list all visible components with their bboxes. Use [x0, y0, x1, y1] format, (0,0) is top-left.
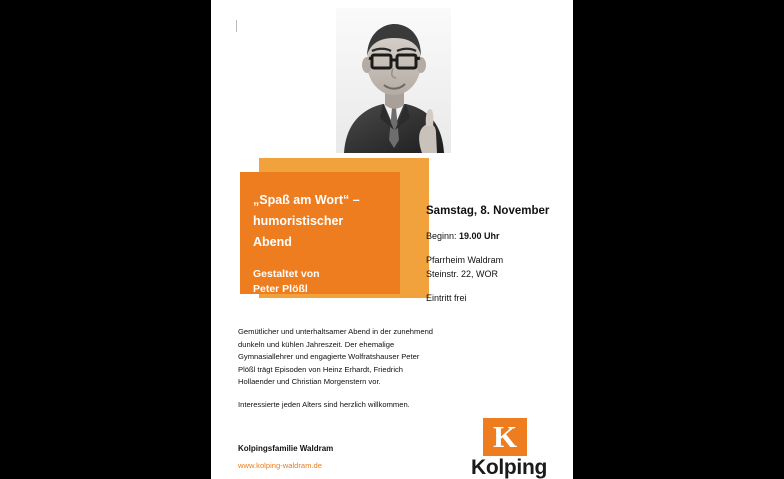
kolping-logo — [454, 418, 564, 479]
presenter-name: Peter Plößl — [253, 283, 308, 295]
headline-line-2: humoristischer — [253, 214, 344, 228]
footer-website-link[interactable]: www.kolping-waldram.de — [238, 461, 322, 470]
kolping-logo-letter: K — [492, 419, 518, 454]
event-date: Samstag, 8. November — [426, 205, 550, 217]
event-price: Eintritt frei — [426, 293, 467, 303]
body-copy — [238, 326, 438, 422]
presenter-label: Gestaltet von — [253, 268, 320, 280]
event-time-label: Beginn: — [426, 231, 460, 241]
presenter-block — [253, 267, 393, 297]
footer-organisation: Kolpingsfamilie Waldram — [238, 444, 334, 453]
venue-address: Steinstr. 22, WOR — [426, 269, 499, 279]
portrait-photo — [336, 8, 451, 153]
kolping-logo-mark — [483, 418, 527, 456]
headline-line-1: „Spaß am Wort“ – — [253, 193, 360, 207]
kolping-wordmark: Kolping — [470, 456, 548, 479]
event-time — [426, 229, 566, 243]
headline-block — [253, 190, 393, 297]
event-time-value: 19.00 Uhr — [459, 231, 500, 241]
event-venue — [426, 253, 566, 281]
poster-flyer — [211, 0, 573, 479]
page-margin-tick — [236, 20, 237, 32]
headline-line-3: Abend — [253, 235, 292, 249]
body-paragraph-1: Gemütlicher und unterhaltsamer Abend in der zunehmend dunkeln und kühlen Jahreszeit. Der ehemalige Gymnasiallehrer und engagierte Wolfratshauser Peter Plößl trägt Episoden von Heinz Erhardt, Friedrich Hollaender und Christian Morgenstern vor. — [238, 327, 434, 387]
venue-name: Pfarrheim Waldram — [426, 255, 504, 265]
body-paragraph-2: Interessierte jeden Alters sind herzlich willkommen. — [238, 399, 410, 409]
event-details — [426, 205, 566, 315]
